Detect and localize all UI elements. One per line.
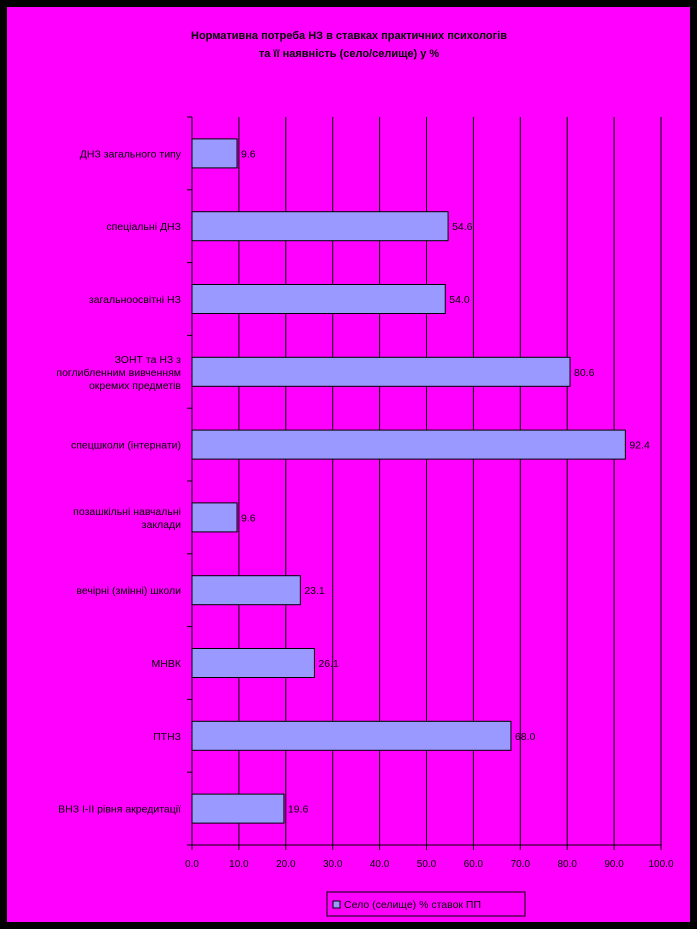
x-tick-label: 0.0 xyxy=(185,859,199,870)
category-label: окремих предметів xyxy=(88,379,181,392)
legend-swatch xyxy=(333,901,340,908)
x-tick-label: 10.0 xyxy=(229,859,249,870)
bar xyxy=(192,285,445,314)
data-label: 19.6 xyxy=(287,803,309,816)
bar xyxy=(192,357,570,386)
data-label: 9.6 xyxy=(241,148,256,161)
bar xyxy=(192,794,284,823)
data-label: 54.6 xyxy=(452,221,473,234)
data-label: 92.4 xyxy=(629,439,650,452)
bar xyxy=(192,721,511,750)
plot-area xyxy=(56,117,674,870)
legend-label: Село (селище) % ставок ПП xyxy=(344,899,482,911)
category-label: вечірні (змінні) школи xyxy=(76,585,181,598)
data-label: 80.6 xyxy=(574,366,595,379)
data-label: 54.0 xyxy=(449,294,470,306)
x-tick-label: 80.0 xyxy=(557,859,577,870)
bar xyxy=(192,139,237,168)
x-tick-label: 70.0 xyxy=(510,859,531,870)
chart-title-line-2: та її наявність (село/селище) у % xyxy=(258,48,440,60)
category-label: загальноосвітні НЗ xyxy=(88,294,181,306)
data-label: 23.1 xyxy=(304,585,325,598)
x-tick-label: 90.0 xyxy=(604,859,624,870)
category-label: спеціальні ДНЗ xyxy=(106,221,181,234)
data-label: 68.0 xyxy=(514,730,536,743)
bar xyxy=(192,576,300,605)
data-label: 9.6 xyxy=(241,512,256,525)
category-label: МНВК xyxy=(151,658,181,670)
x-tick-label: 100.0 xyxy=(648,859,674,870)
bar xyxy=(192,649,314,678)
x-tick-label: 60.0 xyxy=(463,859,484,870)
category-label: спецшколи (інтернати) xyxy=(70,439,181,452)
bar xyxy=(192,212,448,241)
x-tick-label: 20.0 xyxy=(276,859,296,870)
chart-title-line-1: Нормативна потреба НЗ в ставках практичних психологів xyxy=(191,30,507,42)
legend xyxy=(327,892,525,916)
category-label: позашкільні навчальні xyxy=(73,505,181,518)
data-label: 26.1 xyxy=(318,658,339,670)
category-label: ЗОНТ та НЗ з xyxy=(114,353,181,366)
bar-chart xyxy=(7,7,692,924)
category-label: заклади xyxy=(141,518,181,531)
x-tick-label: 50.0 xyxy=(416,859,437,870)
x-tick-label: 40.0 xyxy=(369,859,390,870)
category-label: ДНЗ загального типу xyxy=(79,148,181,161)
category-label: поглибленним вивченням xyxy=(56,366,181,379)
bar xyxy=(192,503,237,532)
category-label: ПТНЗ xyxy=(153,730,181,743)
chart-frame xyxy=(6,6,691,923)
category-label: ВНЗ І-ІІ рівня акредитації xyxy=(58,803,181,816)
x-tick-label: 30.0 xyxy=(322,859,343,870)
bar xyxy=(192,430,625,459)
